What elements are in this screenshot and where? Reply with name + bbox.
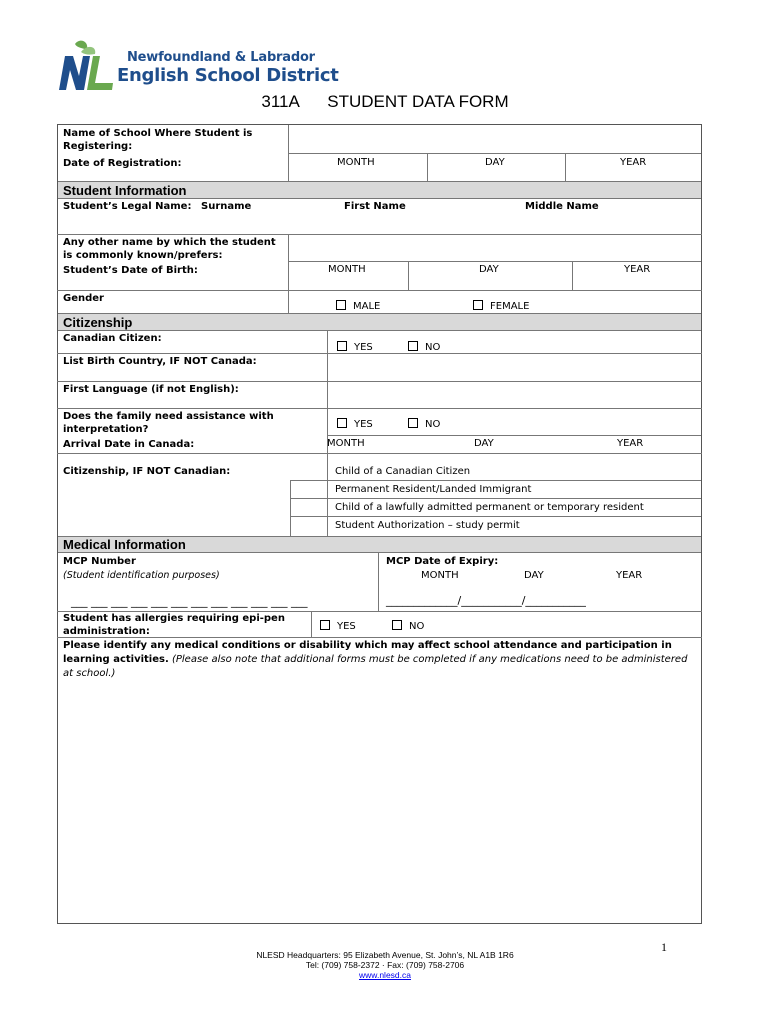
mcp-number-field[interactable]: ___ ___ ___ ___ ___ ___ ___ ___ ___ ___ ___ ___ (71, 595, 308, 608)
form-title-text: STUDENT DATA FORM (327, 92, 509, 111)
allergy-no-label: NO (409, 621, 425, 632)
citizenship-option-1[interactable]: Child of a Canadian Citizen (335, 466, 471, 477)
arrival-date-label: Arrival Date in Canada: (63, 439, 195, 450)
male-label: MALE (353, 301, 381, 312)
medical-conditions-instructions (63, 639, 693, 681)
interpretation-yes-option[interactable] (337, 418, 373, 431)
mcp-expiry-label: MCP Date of Expiry: (386, 556, 499, 567)
conditions-italic-text: (Please also note that additional forms must be completed if any medications need to be administered at school.) (63, 654, 688, 679)
school-name-label: Name of School Where Student is Registering: (63, 128, 253, 152)
interpretation-yes-label: YES (354, 419, 373, 430)
middle-name-label: Middle Name (525, 201, 599, 212)
interpretation-no-checkbox[interactable] (408, 418, 418, 428)
birth-country-label: List Birth Country, IF NOT Canada: (63, 356, 257, 367)
footer-address: NLESD Headquarters: 95 Elizabeth Avenue, St. John’s, NL A1B 1R6 (256, 950, 514, 960)
citizenship-option-4[interactable]: Student Authorization – study permit (335, 520, 520, 531)
legal-name-label: Student’s Legal Name: (63, 201, 192, 212)
arrival-day: DAY (474, 438, 494, 449)
allergy-no-option[interactable] (392, 620, 424, 633)
citizen-no-checkbox[interactable] (408, 341, 418, 351)
interpretation-label: Does the family need assistance with interpretation? (63, 411, 274, 435)
allergy-yes-option[interactable] (320, 620, 356, 633)
gender-female-option[interactable] (473, 300, 529, 313)
birth-country-field[interactable] (328, 354, 700, 380)
male-checkbox[interactable] (336, 300, 346, 310)
expiry-day: DAY (524, 570, 544, 581)
student-info-heading: Student Information (58, 181, 701, 199)
legal-name-field[interactable] (58, 214, 701, 233)
interpretation-no-option[interactable] (408, 418, 440, 431)
citizen-yes-label: YES (354, 342, 373, 353)
first-language-field[interactable] (328, 382, 700, 407)
gender-male-option[interactable] (336, 300, 380, 313)
expiry-year: YEAR (616, 570, 643, 581)
gender-label: Gender (63, 293, 104, 304)
mcp-number-label: MCP Number (63, 556, 136, 567)
conditions-bold-text: Please identify any medical conditions or disability which may affect school attendance and participation in learning activities. (63, 640, 672, 665)
logo-line-1: Newfoundland & Labrador (127, 50, 315, 65)
registration-date-field[interactable] (289, 154, 700, 180)
citizenship-heading: Citizenship (58, 313, 701, 331)
other-name-label: Any other name by which the student is commonly known/prefers: (63, 237, 276, 261)
arrival-month: MONTH (327, 438, 365, 449)
arrival-year: YEAR (617, 438, 644, 449)
dob-month: MONTH (328, 264, 366, 275)
dob-label: Student’s Date of Birth: (63, 265, 198, 276)
dob-day: DAY (479, 264, 499, 275)
arrival-date-field[interactable] (328, 436, 700, 452)
logo-line-2: English School District (117, 65, 339, 86)
canadian-citizen-label: Canadian Citizen: (63, 333, 162, 344)
citizen-no-label: NO (425, 342, 441, 353)
female-checkbox[interactable] (473, 300, 483, 310)
first-name-label: First Name (344, 201, 406, 212)
medical-conditions-field[interactable] (58, 684, 701, 922)
interpretation-yes-checkbox[interactable] (337, 418, 347, 428)
mcp-note: (Student identification purposes) (63, 570, 220, 581)
registration-month: MONTH (337, 157, 375, 168)
footer-phone: Tel: (709) 758-2372 · Fax: (709) 758-2706 (305, 960, 465, 970)
female-label: FEMALE (490, 301, 530, 312)
dob-field[interactable] (289, 262, 700, 289)
school-name-field[interactable] (289, 126, 700, 152)
surname-label: Surname (201, 201, 252, 212)
citizenship-option-3[interactable]: Child of a lawfully admitted permanent or temporary resident (335, 502, 644, 513)
allergy-label: Student has allergies requiring epi-pen administration: (63, 613, 285, 637)
mcp-expiry-field[interactable]: _____________/___________/___________ (386, 594, 586, 607)
district-logo (57, 38, 337, 94)
not-canadian-label: Citizenship, IF NOT Canadian: (63, 466, 231, 477)
allergy-no-checkbox[interactable] (392, 620, 402, 630)
citizen-yes-checkbox[interactable] (337, 341, 347, 351)
registration-day: DAY (485, 157, 505, 168)
form-code: 311A (261, 92, 300, 111)
registration-year: YEAR (620, 157, 647, 168)
allergy-yes-label: YES (337, 621, 356, 632)
allergy-yes-checkbox[interactable] (320, 620, 330, 630)
page-number: 1 (661, 940, 667, 954)
dob-year: YEAR (624, 264, 651, 275)
form-title (0, 92, 770, 112)
first-language-label: First Language (if not English): (63, 384, 239, 395)
footer-website-link[interactable]: www.nlesd.ca (359, 970, 411, 980)
interpretation-no-label: NO (425, 419, 441, 430)
expiry-month: MONTH (421, 570, 459, 581)
medical-heading: Medical Information (58, 536, 701, 553)
citizenship-option-2[interactable]: Permanent Resident/Landed Immigrant (335, 484, 532, 495)
other-name-field[interactable] (289, 235, 700, 260)
registration-date-label: Date of Registration: (63, 158, 182, 169)
